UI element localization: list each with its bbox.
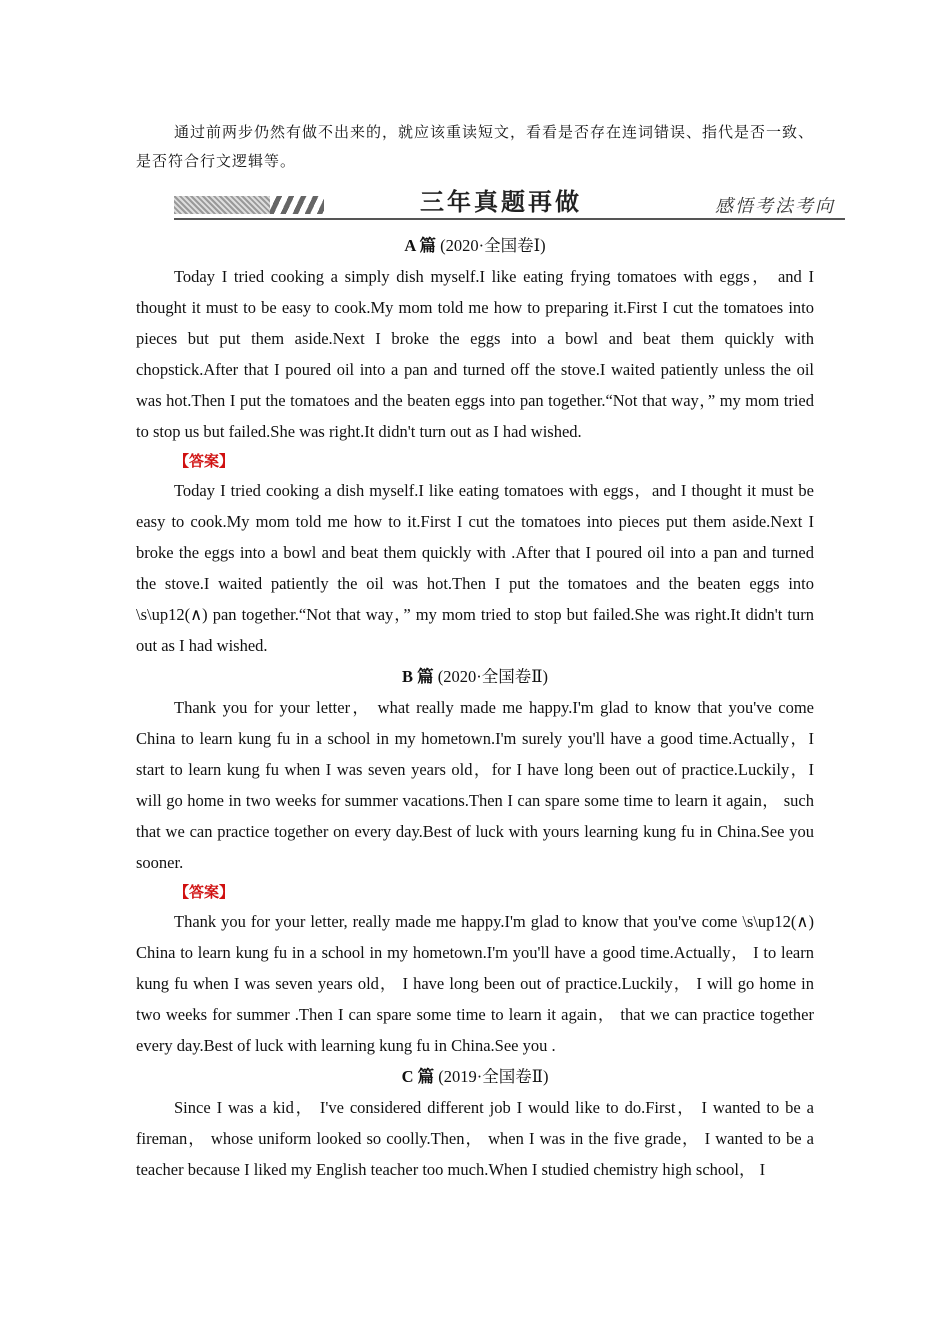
section-c-source: (2019·全国卷Ⅱ) [434,1067,549,1086]
banner-title: 三年真题再做 [420,188,582,216]
section-b-text: Thank you for your letter， what really made me happy.I'm glad to know that you've come China to learn kung fu in a school in my hometown.I'm surely you'll have a good time.Actually，I start to learn kung fu when I was seven years old，for I have long been out of practice.Luckily，I will go home in two weeks for summer vacations.Then I can spare some time to learn it again， such that we can practice together on every day.Best of luck with yours learning kung fu in China.See you sooner. [136,698,814,872]
section-b-answer-label: 【答案】 [174,883,235,901]
section-c-label: C 篇 [401,1067,435,1086]
section-b-label: B 篇 [402,667,434,686]
section-a-text: Today I tried cooking a simply dish myself.I like eating frying tomatoes with eggs， and I thought it must to be easy to cook.My mom told me how to preparing it.First I cut the tomatoes into pieces but put them aside.Next I broke the eggs into a bowl and beat them quickly with chopstick.After that I poured oil into a pan and turned off the stove.I waited patiently unless the oil was hot.Then I put the tomatoes and the beaten eggs into pan together.“Not that way，” my mom tried to stop us but failed.She was right.It didn't turn out as I had wished. [136,267,814,441]
section-b-answer: Thank you for your letter, really made me happy.I'm glad to know that you've come \s\up12(∧) China to learn kung fu in a school in my hometown.I'm you'll have a good time.Actually， I to learn kung fu when I was seven years old， I have long been out of practice.Luckily， I will go home in two weeks for summer .Then I can spare some time to learn it again， that we can practice together every day.Best of luck with learning kung fu in China.See you . [136,912,814,1055]
section-banner [174,182,845,220]
intro-paragraph: 通过前两步仍然有做不出来的，就应该重读短文，看看是否存在连词错误、指代是否一致、是否符合行文逻辑等。 [136,123,815,170]
banner-slash-decoration [270,196,324,214]
document-page [136,118,835,1185]
banner-hatch-decoration [174,196,270,214]
section-b-title [136,661,814,692]
section-a-source: (2020·全国卷Ⅰ) [436,236,546,255]
section-b-source: (2020·全国卷Ⅱ) [433,667,548,686]
section-a-answer: Today I tried cooking a dish myself.I like eating tomatoes with eggs，and I thought it must be easy to cook.My mom told me how to it.First I cut the tomatoes into pieces put them aside.Next I broke the eggs into a bowl and beat them quickly with .After that I poured oil into a pan and turned the stove.I waited patiently the oil was hot.Then I put the tomatoes and the beaten eggs into \s\up12(∧) pan together.“Not that way，” my mom tried to stop but failed.She was right.It didn't turn out as I had wished. [136,481,814,655]
banner-subtitle: 感悟考法考向 [715,196,835,217]
section-c-title [136,1061,814,1092]
section-a-label: A 篇 [404,236,436,255]
section-a-answer-label: 【答案】 [174,452,235,470]
section-c-text: Since I was a kid， I've considered different job I would like to do.First， I wanted to be a fireman， whose uniform looked so coolly.Then， when I was in the five grade， I wanted to be a teacher because I liked my English teacher too much.When I studied chemistry high school， I [136,1098,814,1179]
section-a-title [136,230,814,261]
